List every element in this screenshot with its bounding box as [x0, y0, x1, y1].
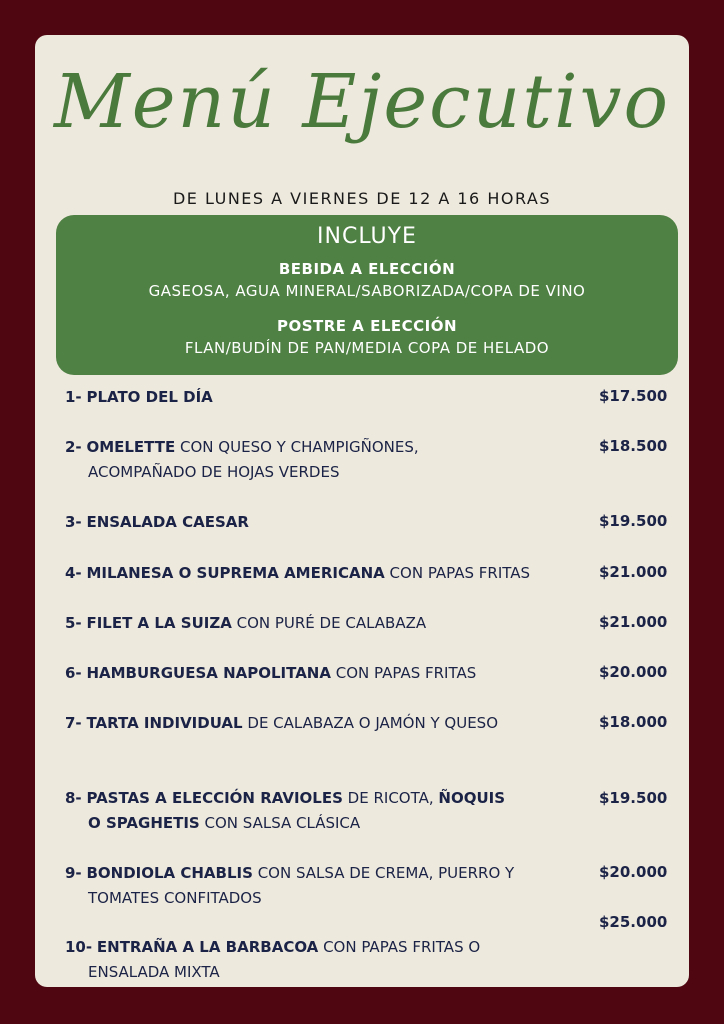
- menu-item: [65, 611, 545, 636]
- item-price: $18.500: [599, 437, 668, 455]
- item-description-2: CON SALSA CLÁSICA: [204, 814, 361, 832]
- item-description: CON PAPAS FRITAS: [389, 564, 531, 582]
- menu-item: [65, 711, 545, 736]
- item-price: $18.000: [599, 713, 668, 731]
- includes-panel: [56, 215, 678, 375]
- item-description: CON PAPAS FRITAS O: [323, 938, 481, 956]
- menu-item: [65, 661, 545, 686]
- item-description: CON PAPAS FRITAS: [335, 664, 477, 682]
- item-price: $20.000: [599, 663, 668, 681]
- item-description-line2: TOMATES CONFITADOS: [88, 889, 262, 907]
- dessert-options: FLAN/BUDÍN DE PAN/MEDIA COPA DE HELADO: [184, 339, 550, 357]
- item-description: CON PURÉ DE CALABAZA: [236, 614, 427, 632]
- item-name-3: O SPAGHETIS: [88, 814, 200, 832]
- item-name: BONDIOLA CHABLIS: [86, 864, 253, 882]
- item-name-2: ÑOQUIS: [438, 789, 506, 807]
- menu-item: [65, 861, 575, 911]
- item-name: HAMBURGUESA NAPOLITANA: [86, 664, 331, 682]
- item-price: $19.500: [599, 512, 668, 530]
- item-description-line2: ENSALADA MIXTA: [88, 963, 220, 981]
- item-name: PASTAS A ELECCIÓN RAVIOLES: [86, 789, 343, 807]
- drink-heading: BEBIDA A ELECCIÓN: [278, 260, 456, 278]
- menu-item: [65, 385, 545, 410]
- menu-item: [65, 561, 585, 586]
- menu-item: [65, 435, 545, 485]
- item-name: PLATO DEL DÍA: [86, 388, 213, 406]
- item-name: TARTA INDIVIDUAL: [86, 714, 243, 732]
- item-name: ENTRAÑA A LA BARBACOA: [96, 938, 319, 956]
- item-description: DE RICOTA,: [347, 789, 434, 807]
- item-number: 5-: [65, 614, 82, 632]
- menu-item: [65, 935, 545, 985]
- schedule-text: DE LUNES A VIERNES DE 12 A 16 HORAS: [172, 189, 552, 208]
- item-number: 1-: [65, 388, 82, 406]
- item-description: CON SALSA DE CREMA, PUERRO Y: [257, 864, 515, 882]
- item-price: $19.500: [599, 789, 668, 807]
- item-number: 6-: [65, 664, 82, 682]
- item-description: CON QUESO Y CHAMPIGÑONES,: [180, 438, 419, 456]
- item-description-line2: [65, 811, 545, 836]
- item-description: DE CALABAZA O JAMÓN Y QUESO: [247, 714, 498, 732]
- includes-heading: INCLUYE: [317, 224, 417, 249]
- item-price: $20.000: [599, 863, 668, 881]
- item-name: FILET A LA SUIZA: [86, 614, 232, 632]
- menu-item: [65, 786, 545, 836]
- menu-card: [35, 35, 689, 987]
- item-price: $21.000: [599, 613, 668, 631]
- menu-title: Menú Ejecutivo: [53, 59, 671, 145]
- item-name: OMELETTE: [86, 438, 176, 456]
- menu-item: [65, 510, 545, 535]
- item-number: 3-: [65, 513, 82, 531]
- item-name: ENSALADA CAESAR: [86, 513, 249, 531]
- item-price: $25.000: [599, 913, 668, 931]
- item-number: 8-: [65, 789, 82, 807]
- item-price: $21.000: [599, 563, 668, 581]
- item-number: 2-: [65, 438, 82, 456]
- drink-options: GASEOSA, AGUA MINERAL/SABORIZADA/COPA DE VINO: [148, 282, 586, 300]
- item-name: MILANESA O SUPREMA AMERICANA: [86, 564, 385, 582]
- item-number: 10-: [65, 938, 93, 956]
- item-description-line2: ACOMPAÑADO DE HOJAS VERDES: [88, 463, 340, 481]
- item-price: $17.500: [599, 387, 668, 405]
- item-number: 4-: [65, 564, 82, 582]
- item-number: 7-: [65, 714, 82, 732]
- item-number: 9-: [65, 864, 82, 882]
- dessert-heading: POSTRE A ELECCIÓN: [276, 317, 458, 335]
